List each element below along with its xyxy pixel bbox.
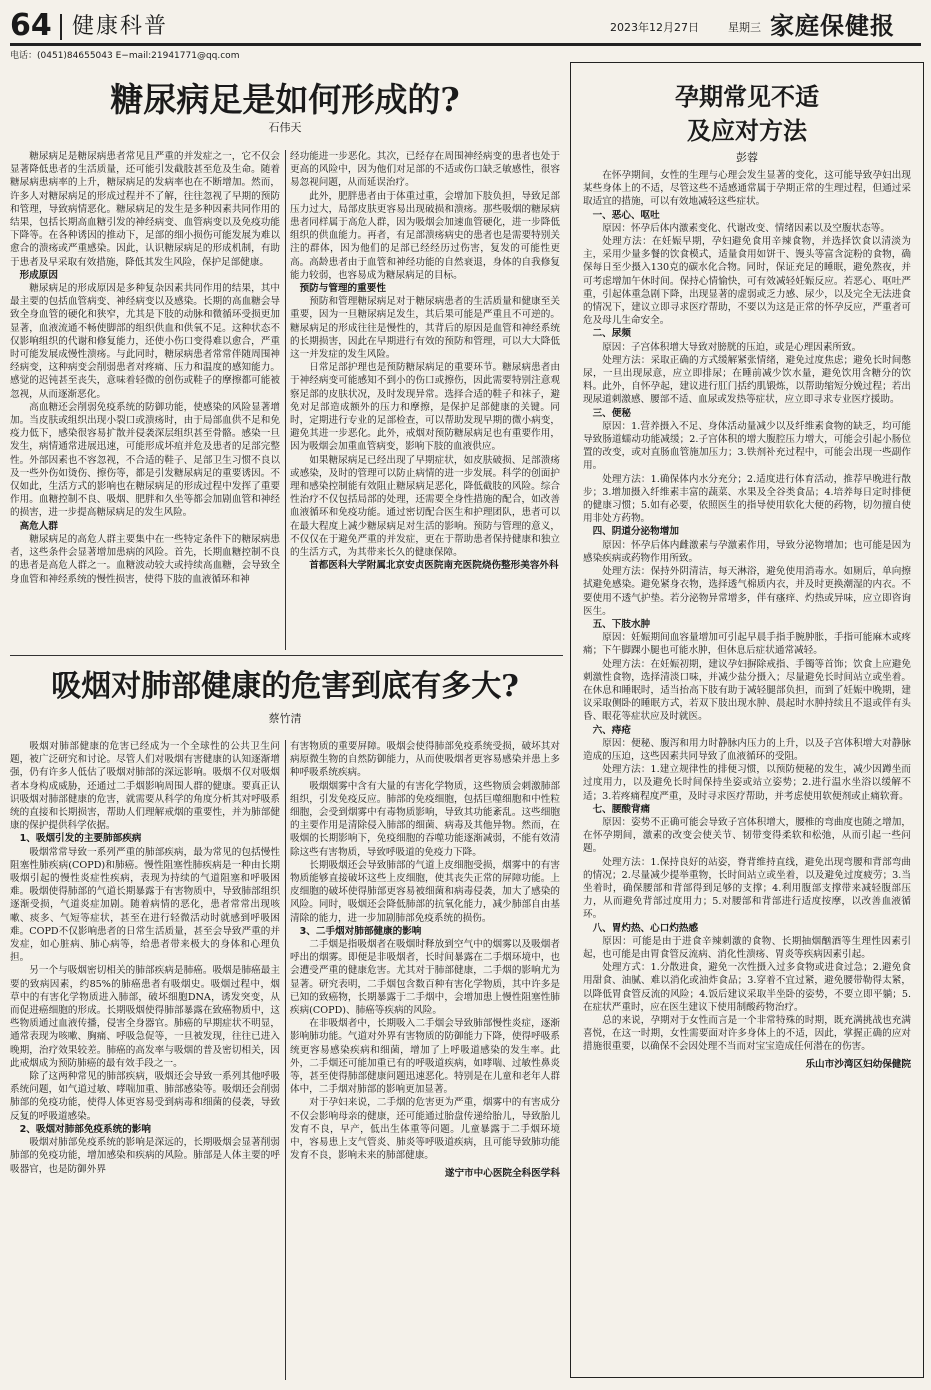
paragraph: 吸烟对肺部健康的危害已经成为一个全球性的公共卫生问题，被广泛研究和讨论。尽管人们对吸烟有害健康的认知逐渐增强，仍有许多人低估了吸烟对肺部的深远影响。吸烟不仅对吸烟者本身构成威胁，还通过二手烟影响周围人群的健康。要真正认识吸烟对肺部健康的危害，就需要从科学的角度分析其对呼吸系统的直接和长期损害，帮助人们理解戒烟的重要性，并为肺部健康的保护提供科学依据。 bbox=[10, 741, 280, 832]
article1-column-1 bbox=[10, 150, 280, 650]
paragraph: 原因：怀孕后体内雌激素与孕激素作用，导致分泌物增加；也可能是因为感染疾病或药物作用所致。 bbox=[583, 539, 911, 564]
article1-column-2 bbox=[290, 150, 560, 650]
paragraph: 预防和管理糖尿病足对于糖尿病患者的生活质量和健康至关重要，因为一旦糖尿病足发生，其后果可能是严重且不可逆的。糖尿病足的形成往往是慢性的，其背后的原因是血管和神经系统的长期损害，因此在早期进行有效的预防和管理，可以大大降低这一并发症的发生风险。 bbox=[290, 296, 560, 361]
paragraph: 吸烟常常导致一系列严重的肺部疾病，最为常见的包括慢性阻塞性肺疾病(COPD)和肺癌。慢性阻塞性肺疾病是一种由长期吸烟引起的慢性炎症性疾病，表现为持续的气道阻塞和呼吸困难。吸烟使得肺部的气道长期暴露于有害物质中，导致肺部组织逐渐受损，气道炎症加剧。随着病情的恶化，患者常常出现咳嗽、痰多、气短等症状，甚至在进行轻微活动时就感到呼吸困难。COPD不仅影响患者的日常生活质量，甚至会导致严重的并发症，如心脏病、肺心病等，给患者带来极大的身体和心理负担。 bbox=[10, 846, 280, 964]
article1-title: 糖尿病足是如何形成的? bbox=[110, 80, 460, 119]
paragraph: 除了这两种常见的肺部疾病，吸烟还会导致一系列其他呼吸系统问题，如气道过敏、哮喘加重、肺部感染等。吸烟还会削弱肺部的免疫功能，使得人体更容易受到病毒和细菌的侵袭，导致反复的呼吸道感染。 bbox=[10, 1071, 280, 1122]
subheading: 预防与管理的重要性 bbox=[299, 283, 386, 295]
paragraph: 糖尿病足是糖尿病患者常见且严重的并发症之一，它不仅会显著降低患者的生活质量，还可能引发截肢甚至危及生命。随着糖尿病患病率的上升，糖尿病足的发病率也在不断增加。然而，许多人对糖尿病足的形成过程并不了解，往往忽视了早期的预防和管理，导致病情恶化。糖尿病足的发生是多种因素共同作用的结果，包括长期高血糖引发的神经病变、血管病变以及免疫功能下降等。在各种诱因的推动下，足部的细小损伤可能发展为难以愈合的溃疡或严重感染。因此，认识糖尿病足的形成机制，有助于患者及早采取有效措施，降低其发生风险，保护足部健康。 bbox=[10, 151, 280, 268]
subheading: 形成原因 bbox=[19, 269, 58, 281]
subheading: 八、胃灼热、心口灼热感 bbox=[592, 922, 699, 934]
paragraph: 吸烟烟雾中含有大量的有害化学物质，这些物质会刺激肺部组织，引发免疫反应。肺部的免疫细胞，包括巨噬细胞和中性粒细胞，会受到烟雾中有毒物质影响，导致其功能紊乱。这些细胞的主要作用是清除侵入肺部的细菌、病毒及其他异物。然而，在吸烟的长期影响下，免疫细胞的吞噬功能逐渐减弱，不能有效清除这些有害物质，导致呼吸道的免疫力下降。 bbox=[290, 780, 560, 858]
paragraph: 处理方法：采取正确的方式缓解紧张情绪，避免过度焦虑；避免长时间憋尿，一旦出现尿意，应立即排尿；在睡前减少饮水量，避免饮用含糖分的饮料。此外，自怀孕起，建议进行肛门括约肌锻炼，以帮助缩短分娩过程；若出现尿道刺激感、腰部不适、血尿或发热等症状，应立即寻求专业医疗援助。 bbox=[583, 354, 911, 406]
subheading: 1、吸烟引发的主要肺部疾病 bbox=[19, 833, 142, 845]
paragraph: 处理方法：在妊娠初期，建议孕妇摒除戒指、手镯等首饰；饮食上应避免刺激性食物，选择清淡口味，并减少盐分摄入；尽量避免长时间站立或坐着。在休息和睡眠时，适当抬高下肢有助于减轻腿部负担，而到了妊娠中晚期，建议采取侧卧的睡眠方式，若双下肢出现水肿、晨起时水肿持续且不退或伴有头昏、眼花等症状应及时就医。 bbox=[583, 658, 911, 723]
paragraph: 高血糖还会削弱免疫系统的防御功能，使感染的风险显著增加。当皮肤或组织出现小裂口或溃疡时，由于局部血供不足和免疫力低下，感染很容易扩散并侵袭深层组织甚至骨骼。感染一旦发生，病情通常进展迅速，可能形成坏疽并危及患者的足部完整性。外部因素也不容忽视，不合适的鞋子、足部卫生习惯不良以及一些外伤如烫伤、擦伤等，都是引发糖尿病足的重要诱因。不仅如此，生活方式的影响也在糖尿病足的形成过程中发挥了重要作用。血糖控制不良、吸烟、肥胖和久坐等都会加剧血管和神经的损害，进一步提高糖尿病足的发生风险。 bbox=[10, 401, 280, 519]
paragraph: 如果糖尿病足已经出现了早期症状，如皮肤破损、足部溃疡或感染，及时的管理可以防止病情的进一步发展。科学的创面护理和感染控制能有效阻止糖尿病足恶化，降低截肢的风险。综合性治疗不仅包括局部的处理，还需要全身性措施的配合，如改善血液循环和免疫功能。通过密切配合医生和护理团队，患者可以在最大程度上减少糖尿病足对生活的影响。预防与管理的意义，不仅仅在于避免严重的并发症，更在于帮助患者保持健康和独立的生活方式，为其带来长久的健康保障。 bbox=[290, 454, 560, 559]
paragraph: 原因：便秘、腹泻和用力时静脉内压力的上升，以及子宫体积增大对静脉造成的压迫，这些因素共同导致了血液循环的受阻。 bbox=[583, 737, 911, 762]
issue-weekday: 星期三 bbox=[728, 21, 761, 34]
masthead-divider bbox=[60, 14, 62, 40]
paragraph: 吸烟对肺部免疫系统的影响是深远的，长期吸烟会显著削弱肺部的免疫功能，增加感染和疾病的风险。肺部是人体主要的呼吸器官，也是防御外界 bbox=[10, 1137, 280, 1175]
paragraph: 原因：怀孕后体内激素变化、代谢改变、情绪因素以及空腹状态等。 bbox=[602, 222, 890, 234]
paragraph: 处理方法：1.确保体内水分充分；2.适度进行体育活动，推荐早晚进行散步；3.增加摄入纤维素丰富的蔬菜、水果及全谷类食品；4.培养每日定时排便的健康习惯；5.如有必要，依照医生的指导使用软化大便的药物，切勿擅自使用非处方药物。 bbox=[583, 473, 911, 525]
source-affiliation: 首都医科大学附属北京安贞医院南充医院烧伤整形美容外科 bbox=[309, 560, 559, 572]
subheading: 二、尿频 bbox=[592, 328, 631, 340]
paragraph: 日常足部护理也是预防糖尿病足的重要环节。糖尿病患者由于神经病变可能感知不到小的伤口或擦伤，因此需要特别注意观察足部的皮肤状况，及时发现异常。选择合适的鞋子和袜子，避免对足部造成额外的压力和摩擦，是保护足部健康的关键。同时，定期进行专业的足部检查，可以帮助发现早期的微小病变，避免其进一步恶化。此外，戒烟对预防糖尿病足也有重要作用，因为吸烟会加重血管病变，影响下肢的血液供应。 bbox=[290, 362, 560, 453]
sidebar-title-line-1: 孕期常见不适 bbox=[675, 82, 819, 111]
paragraph: 原因：1.营养摄入不足、身体活动量减少以及纤维素食物的缺乏，均可能导致肠道蠕动功能减缓；2.子宫体积的增大腹腔压力增大，可能会引起小肠位置的改变，或对直肠血管施加压力；3.铁剂补充过程中，可能会出现一些副作用。 bbox=[583, 420, 911, 472]
paragraph: 处理方法：1.保持良好的站姿，脊背维持直线，避免出现弯腰和背部弯曲的情况；2.尽量减少提举重物，长时间站立或坐着，以及避免过度疲劳；3.当坐着时，确保腰部和背部得到足够的支撑；4.利用腹部支撑带来减轻腹部压力，从而避免背部过度用力；5.对腰部和背部进行适度按摩，以改善血液循环。 bbox=[583, 856, 911, 921]
paragraph: 处理方法：保持外阴清洁，每天淋浴，避免使用消毒水。如厕后，单向擦拭避免感染。避免紧身衣物，选择透气棉质内衣，并及时更换潮湿的内衣。不要使用不透气护垫。若分泌物异常增多，伴有瘙痒、灼热或异味，应立即咨询医生。 bbox=[583, 566, 911, 617]
paragraph: 原因：子宫体积增大导致对膀胱的压迫，或是心理因素所致。 bbox=[602, 341, 862, 353]
paragraph: 处理方法：1.建立规律性的排便习惯，以预防便秘的发生，减少因蹲坐而过度用力，以及避免长时间保持坐姿或站立姿势；2.进行温水坐浴以缓解不适；3.若疼痛程度严重，及时寻求医疗帮助，并考虑使用软便剂或止痛软膏。 bbox=[583, 764, 911, 802]
paragraph: 处理方式：1.分散进食，避免一次性摄入过多食物或进食过急；2.避免食用甜食、油腻、难以消化或油炸食品；3.穿着不宜过紧，避免腰带勒得太紧，以降低胃食管反流的风险；4.饭后建议采取半坐卧的姿势，不要立即平躺；5.在症状严重时，应在医生建议下使用制酸药物治疗。 bbox=[583, 962, 911, 1013]
source-affiliation: 乐山市沙湾区妇幼保健院 bbox=[805, 1058, 911, 1070]
issue-date: 2023年12月27日 bbox=[610, 21, 699, 34]
source-affiliation: 遂宁市中心医院全科医学科 bbox=[444, 1167, 560, 1179]
column-rule bbox=[285, 740, 286, 1380]
subheading: 2、吸烟对肺部免疫系统的影响 bbox=[19, 1123, 151, 1135]
paragraph: 原因：可能是由于进食辛辣刺激的食物、长期抽烟酗酒等生理性因素引起，也可能是由胃食管反流病、消化性溃疡、胃炎等疾病因素引起。 bbox=[583, 935, 911, 960]
paragraph: 长期吸烟还会导致肺部的气道上皮细胞受损，烟雾中的有害物质能够直接破坏这些上皮细胞，使其丧失正常的屏障功能。上皮细胞的破坏使得肺部更容易被细菌和病毒侵袭，加大了感染的风险。同时，吸烟还会降低肺部的抗氧化能力，减少肺部自由基清除的能力，进一步加剧肺部免疫系统的损伤。 bbox=[290, 859, 560, 924]
article-separator bbox=[10, 655, 563, 656]
paragraph: 另一个与吸烟密切相关的肺部疾病是肺癌。吸烟是肺癌最主要的致病因素，约85%的肺癌患者有吸烟史。吸烟过程中，烟草中的有害化学物质进入肺部，破坏细胞DNA，诱发突变，从而促进癌细胞的形成。长期吸烟使得肺部暴露在致癌物质中，这些物质通过血液传播，侵害全身器官。肺癌的早期症状不明显，通常表现为咳嗽、胸痛、呼吸急促等，一旦被发现，往往已进入晚期，治疗效果较差。肺癌的高发率与吸烟的普及密切相关，因此戒烟成为预防肺癌的最有效手段之一。 bbox=[10, 965, 280, 1069]
contact-line: 电话：(0451)84655043 E−mail:21941771@qq.com bbox=[10, 51, 240, 61]
article2-author: 蔡竹清 bbox=[268, 712, 302, 725]
paragraph: 对于孕妇来说，二手烟的危害更为严重，烟雾中的有害成分不仅会影响母亲的健康，还可能通过胎盘传递给胎儿，导致胎儿发育不良，早产，低出生体重等问题。儿童暴露于二手烟环境中，容易患上支气管炎、肺炎等呼吸道疾病，且可能导致肺功能发育不良，影响未来的肺部健康。 bbox=[290, 1097, 560, 1162]
paper-name: 家庭保健报 bbox=[770, 11, 895, 40]
paragraph: 原因：姿势不正确可能会导致子宫体积增大，腰椎的弯曲度也随之增加，在怀孕期间，激素的改变会使关节、韧带变得柔软和松弛，从而引起一些问题。 bbox=[583, 816, 911, 855]
paragraph: 总的来说，孕期对于女性而言是一个非常特殊的时期，既充满挑战也充满喜悦，在这一时期，女性需要面对许多身体上的不适，因此，掌握正确的应对措施很重要，以确保不会因处理不当而对宝宝造成任何潜在的伤害。 bbox=[583, 1015, 911, 1053]
subheading: 六、痔疮 bbox=[592, 724, 631, 736]
column-rule bbox=[285, 150, 286, 650]
sidebar-author: 彭蓉 bbox=[736, 151, 758, 164]
paragraph: 二手烟是指吸烟者在吸烟时释放到空气中的烟雾以及吸烟者呼出的烟雾。即便是非吸烟者，长时间暴露在二手烟环境中，也会遭受严重的健康危害。尤其对于肺部健康，二手烟的影响尤为显著。研究表明，二手烟包含数百种有害化学物质，其中许多是已知的致癌物，长期暴露于二手烟中，会增加患上慢性阻塞性肺疾病(COPD)、肺癌等疾病的风险。 bbox=[290, 939, 560, 1017]
paragraph: 在怀孕期间，女性的生理与心理会发生显著的变化，这可能导致孕妇出现某些身体上的不适，尽管这些不适感通常属于孕期正常的生理过程，但通过采取适宜的措施，可以有效地减轻这些症状。 bbox=[583, 170, 911, 208]
subheading: 七、腰酸背痛 bbox=[592, 803, 651, 815]
article2-column-2 bbox=[290, 740, 560, 1380]
page-number: 64 bbox=[10, 8, 52, 43]
subheading: 四、阴道分泌物增加 bbox=[592, 526, 679, 538]
paragraph: 此外，肥胖患者由于体重过重，会增加下肢负担，导致足部压力过大，局部皮肤更容易出现破损和溃疡。那些吸烟的糖尿病患者同样属于高危人群，因为吸烟会加速血管硬化，进一步降低组织的供血能力。再者，有足部溃疡病史的患者也是需要特别关注的群体，因为他们的足部已经经历过伤害，复发的可能性更高。高龄患者由于血管和神经功能的自然衰退，身体的自我修复能力较弱，也容易成为糖尿病足的目标。 bbox=[290, 190, 560, 281]
paragraph: 糖尿病足的形成原因是多种复杂因素共同作用的结果，其中最主要的包括血管病变、神经病变以及感染。长期的高血糖会导致全身血管的硬化和狭窄，尤其是下肢的动脉和微循环受损更加显著，血液流通不畅使脚部的组织供血和供氧不足。这种状态不仅影响组织的代谢和修复能力，还使小伤口变得难以愈合，严重时可能发展成慢性溃疡。与此同时，糖尿病患者常常伴随周围神经病变，这种病变会削弱患者对疼痛、压力和温度的感知能力。感觉的迟钝甚至丧失，意味着轻微的创伤或鞋子的摩擦都可能被忽视，从而逐渐恶化。 bbox=[10, 283, 280, 400]
paragraph: 经功能进一步恶化。其次，已经存在周围神经病变的患者也处于更高的风险中，因为他们对足部的不适或伤口缺乏敏感性，很容易忽视问题，从而延误治疗。 bbox=[290, 151, 560, 189]
subheading: 五、下肢水肿 bbox=[592, 618, 651, 630]
paragraph: 有害物质的重要屏障。吸烟会使得肺部免疫系统受损，破坏其对病原微生物的自然防御能力，从而使吸烟者更容易感染并患上多种呼吸系统疾病。 bbox=[290, 741, 560, 779]
sidebar-title-line-2: 及应对方法 bbox=[687, 116, 807, 145]
subheading: 3、二手烟对肺部健康的影响 bbox=[299, 925, 422, 937]
sidebar-body bbox=[583, 169, 911, 1369]
article2-column-1 bbox=[10, 740, 280, 1380]
paragraph: 糖尿病足的高危人群主要集中在一些特定条件下的糖尿病患者，这些条件会显著增加患病的风险。首先，长期血糖控制不良的患者是高危人群之一。血糖波动较大或持续高血糖，会导致全身血管和神经系统的慢性损害，使得下肢的血液循环和神 bbox=[10, 533, 280, 585]
masthead bbox=[10, 8, 921, 46]
paragraph: 原因：妊娠期间血容量增加可引起早晨手指手腕肿胀，手指可能麻木或疼痛；下午脚踝小腿也可能水肿，但休息后症状通常减轻。 bbox=[583, 632, 911, 657]
paragraph: 在非吸烟者中，长期吸入二手烟会导致肺部慢性炎症，逐渐影响肺功能。气道对外界有害物质的防御能力下降，使得呼吸系统更容易感染疾病和细菌，增加了上呼吸道感染的发生率。此外，二手烟还可能加重已有的呼吸道疾病，如哮喘、过敏性鼻炎等，甚至使得肺部健康问题迅速恶化。特别是在儿童和老年人群体中，二手烟对肺部的影响更加显著。 bbox=[290, 1018, 560, 1096]
article2-title: 吸烟对肺部健康的危害到底有多大? bbox=[51, 669, 519, 704]
section-name: 健康科普 bbox=[72, 14, 169, 39]
paragraph: 处理方法：在妊娠早期，孕妇避免食用辛辣食物，并选择饮食以清淡为主，采用少量多餐的饮食模式，适量食用如饼干、馒头等富含淀粉的食物，确保每日至少摄入130克的碳水化合物。同时，保证充足的睡眠，避免熬夜，并可考虑增加午休时间。保持心情愉快，可有效减轻妊娠反应。若恶心、呕吐严重，引起体重急剧下降，出现显著的虚弱或乏力感、尿少，以及完全无法进食的情况下，建议立即寻求医疗帮助，不要以为这是正常的怀孕反应，严重者可危及母儿生命安全。 bbox=[583, 236, 911, 327]
subheading: 高危人群 bbox=[19, 520, 58, 532]
subheading: 三、便秘 bbox=[592, 407, 631, 419]
sidebar-article bbox=[570, 62, 924, 1378]
subheading: 一、恶心、呕吐 bbox=[592, 209, 660, 221]
article1-author: 石伟天 bbox=[268, 121, 302, 134]
